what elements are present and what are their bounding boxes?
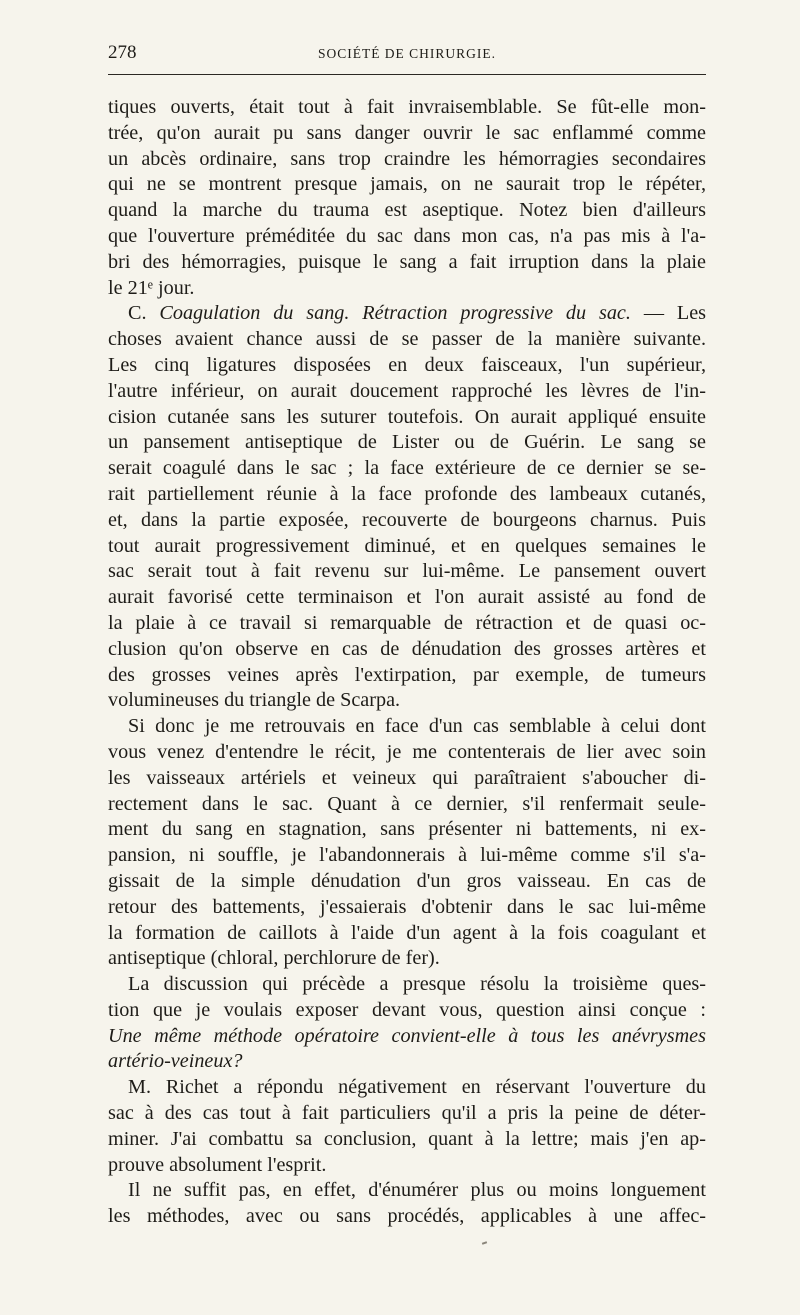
section-heading-line: [108, 301, 706, 327]
running-head: [108, 36, 706, 62]
text-line: un abcès ordinaire, sans trop craindre les hémorragies secondaires: [108, 147, 706, 170]
question-line: artério-veineux?: [108, 1050, 243, 1073]
text-line: bri des hémorragies, puisque le sang a fait irruption dans la plaie: [108, 250, 706, 273]
text-line: quand la marche du trauma est aseptique. Notez bien d'ailleurs: [108, 199, 706, 222]
text-line: clusion qu'on observe en cas de dénudation des grosses artères et: [108, 637, 706, 660]
text-line: antiseptique (chloral, perchlorure de fer).: [108, 947, 440, 970]
text-line: volumineuses du triangle de Scarpa.: [108, 689, 401, 712]
section-letter: C.: [128, 302, 147, 325]
text-line: tout aurait progressivement diminué, et en quelques semaines le: [108, 534, 706, 557]
body-text: [108, 95, 706, 1230]
page: [108, 36, 706, 1230]
text-line: gissait de la simple dénudation d'un gros vaisseau. En cas de: [108, 869, 706, 892]
running-title: SOCIÉTÉ DE CHIRURGIE.: [317, 46, 497, 61]
text-line: retour des battements, j'essaierais d'obtenir dans le sac lui-même: [108, 895, 706, 918]
text-line: miner. J'ai combattu sa conclusion, quant à la lettre; mais j'en ap-: [108, 1127, 706, 1150]
text-line: qui ne se montrent presque jamais, on ne saurait trop le répéter,: [108, 173, 706, 196]
text-line: trée, qu'on aurait pu sans danger ouvrir le sac enflammé comme: [108, 121, 706, 144]
text-line: pansion, ni souffle, je l'abandonnerais à lui-même comme s'il s'a-: [108, 844, 706, 867]
text-line: l'autre inférieur, on aurait doucement rapproché les lèvres de l'in-: [108, 379, 706, 402]
header-rule: [108, 74, 706, 75]
text-line: serait coagulé dans le sac ; la face extérieure de ce dernier se se-: [108, 457, 706, 480]
text-line: cision cutanée sans les suturer toutefois. On aurait appliqué ensuite: [108, 405, 706, 428]
text-line: tion que je voulais exposer devant vous, question ainsi conçue :: [108, 998, 706, 1021]
text-line: ment du sang en stagnation, sans présenter ni battements, ni ex-: [108, 818, 706, 841]
text-line: la formation de caillots à l'aide d'un agent à la fois coagulant et: [108, 921, 706, 944]
text-line: les vaisseaux artériels et veineux qui paraîtraient s'aboucher di-: [108, 766, 706, 789]
text-line: vous venez d'entendre le récit, je me contenterais de lier avec soin: [108, 740, 706, 763]
text-line: M. Richet a répondu négativement en réservant l'ouverture du: [128, 1076, 706, 1099]
page-number: 278: [108, 42, 137, 63]
text-line: sac serait tout à fait revenu sur lui-même. Le pansement ouvert: [108, 560, 706, 583]
text-line: rait partiellement réunie à la face profonde des lambeaux cutanés,: [108, 482, 706, 505]
text-line: tiques ouverts, était tout à fait invraisemblable. Se fût-elle mon-: [108, 96, 706, 118]
section-heading-tail: — Les: [643, 302, 707, 325]
text-line: choses avaient chance aussi de se passer de la manière suivante.: [108, 328, 706, 351]
text-line: prouve absolument l'esprit.: [108, 1153, 327, 1176]
text-line: et, dans la partie exposée, recouverte de bourgeons charnus. Puis: [108, 508, 706, 531]
text-line: la plaie à ce travail si remarquable de rétraction et de quasi oc-: [108, 611, 706, 634]
text-line: que l'ouverture préméditée du sac dans mon cas, n'a pas mis à l'a-: [108, 224, 706, 247]
text-line: aurait favorisé cette terminaison et l'on aurait assisté au fond de: [108, 586, 706, 609]
text-line: rectement dans le sac. Quant à ce dernier, s'il renfermait seule-: [108, 792, 706, 815]
ink-speck: [482, 1241, 487, 1245]
text-line: sac à des cas tout à fait particuliers qu'il a pris la peine de déter-: [108, 1102, 706, 1125]
text-line: La discussion qui précède a presque résolu la troisième ques-: [128, 973, 706, 996]
text-line: un pansement antiseptique de Lister ou de Guérin. Le sang se: [108, 431, 706, 454]
text-line: les méthodes, avec ou sans procédés, applicables à une affec-: [108, 1205, 706, 1228]
text-line: des grosses veines après l'extirpation, par exemple, de tumeurs: [108, 663, 706, 686]
question-line: Une même méthode opératoire convient-elle à tous les anévrysmes: [108, 1024, 706, 1047]
section-heading: Coagulation du sang. Rétraction progressive du sac.: [159, 302, 631, 325]
text-line: le 21ᵉ jour.: [108, 276, 195, 299]
text-line: Les cinq ligatures disposées en deux faisceaux, l'un supérieur,: [108, 353, 706, 376]
text-line: Si donc je me retrouvais en face d'un cas semblable à celui dont: [128, 715, 706, 738]
text-line: Il ne suffit pas, en effet, d'énumérer plus ou moins longuement: [128, 1179, 706, 1202]
